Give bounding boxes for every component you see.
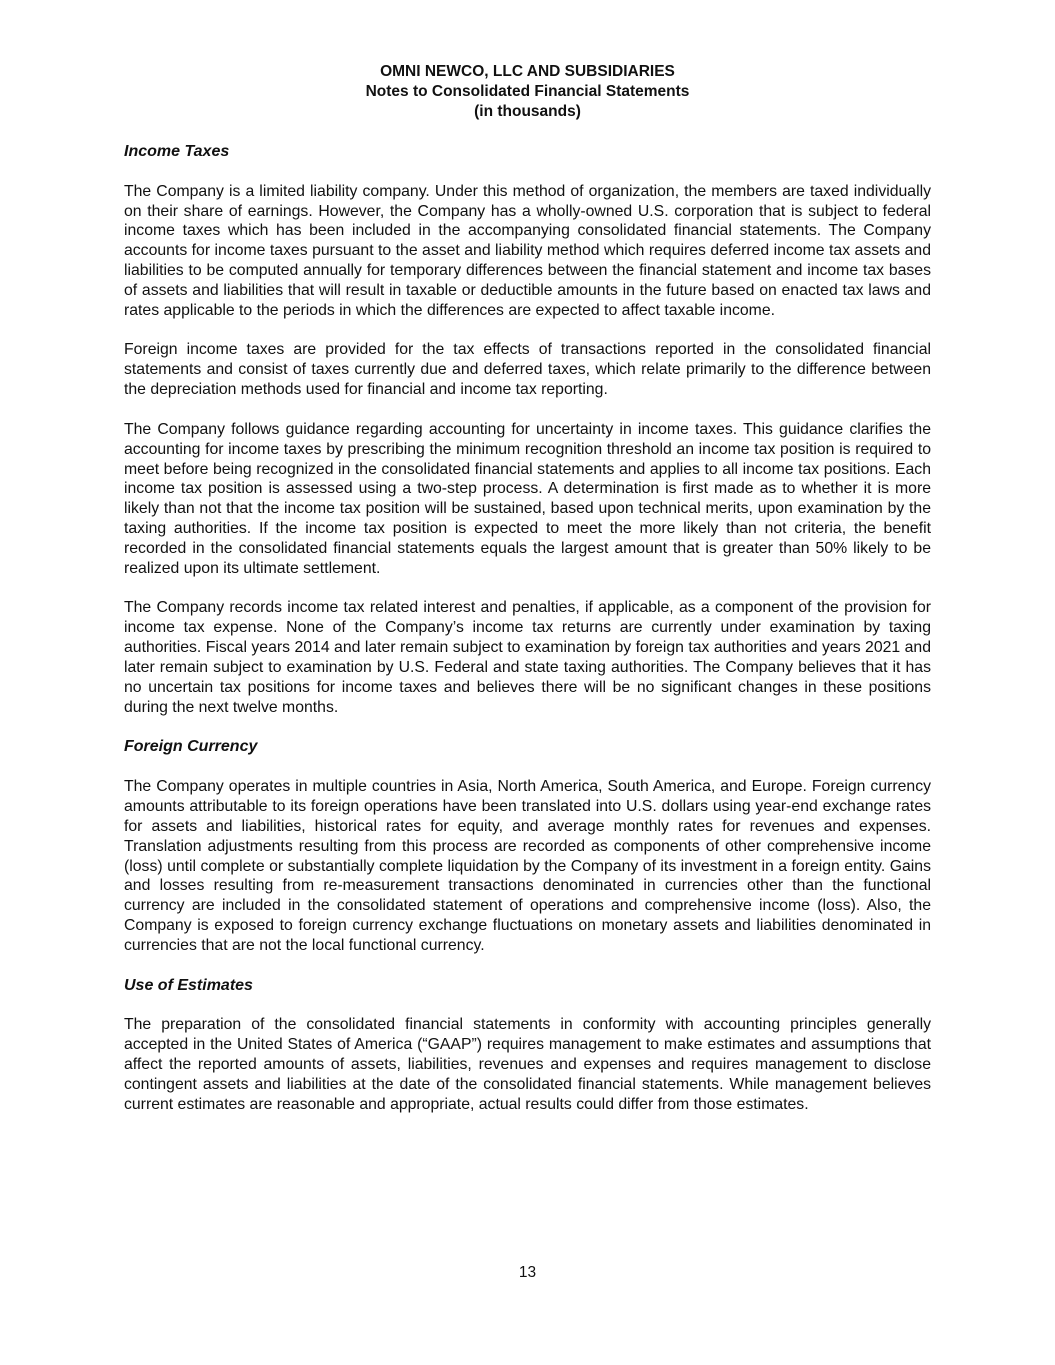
spacer [124, 956, 931, 976]
paragraph: The preparation of the consolidated financial statements in conformity with accounting principles generally accepted in the United States of America (“GAAP”) requires management to make estimates and assumptions that affect the reported amounts of assets, liabilities, revenues and expenses and requires management to disclose contingent assets and liabilities at the date of the consolidated financial statements. While management believes current estimates are reasonable and appropriate, actual results could differ from those estimates. [124, 1016, 931, 1113]
spacer [124, 717, 931, 737]
paragraph: The Company operates in multiple countries in Asia, North America, South America, and Europe. Foreign currency amounts attributable to its foreign operations have been translated into U.S. dollars using year-end exchange rates for assets and liabilities, historical rates for equity, and average monthly rates for revenues and expenses. Translation adjustments resulting from this process are recorded as components of other comprehensive income (loss) until complete or substantially complete liquidation by the Company of its investment in a foreign entity. Gains and losses resulting from re-measurement transactions denominated in currencies other than the functional currency are included in the consolidated statement of operations and comprehensive income (loss). Also, the Company is exposed to foreign currency exchange fluctuations on monetary assets and liabilities denominated in currencies that are not the local functional currency. [124, 778, 931, 954]
spacer [124, 321, 931, 341]
spacer [124, 996, 931, 1016]
document-header [124, 62, 931, 122]
document-page [124, 62, 931, 1115]
page-number: 13 [518, 1264, 537, 1281]
section-use-of-estimates [124, 976, 931, 1115]
section-heading: Use of Estimates [124, 976, 253, 994]
spacer [124, 400, 931, 420]
paragraph: The Company is a limited liability company. Under this method of organization, the members are taxed individually on their share of earnings. However, the Company has a wholly-owned U.S. corporation that is subject to federal income taxes which has been included in the accompanying consolidated financial statements. The Company accounts for income taxes pursuant to the asset and liability method which requires deferred income tax assets and liabilities to be computed annually for temporary differences between the financial statement and income tax bases of assets and liabilities that will result in taxable or deductible amounts in the future based on enacted tax laws and rates applicable to the periods in which the differences are expected to affect taxable income. [124, 182, 931, 319]
spacer [124, 122, 931, 142]
paragraph: The Company follows guidance regarding accounting for uncertainty in income taxes. This guidance clarifies the accounting for income taxes by prescribing the minimum recognition threshold an income tax position is required to meet before being recognized in the consolidated financial statements and applies to all income tax positions. Each income tax position is assessed using a two-step process. A determination is first made as to whether it is more likely than not that the income tax position will be sustained, based upon technical merits, upon examination by the taxing authorities. If the income tax position is expected to meet the more likely than not criteria, the benefit recorded in the consolidated financial statements equals the largest amount that is greater than 50% likely to be realized upon its ultimate settlement. [124, 420, 931, 577]
spacer [124, 162, 931, 182]
section-foreign-currency [124, 737, 931, 955]
spacer [124, 579, 931, 599]
section-income-taxes [124, 142, 931, 718]
paragraph: The Company records income tax related interest and penalties, if applicable, as a component of the provision for income tax expense. None of the Company’s income tax returns are currently under examination by taxing authorities. Fiscal years 2014 and later remain subject to examination by foreign tax authorities and years 2021 and later remain subject to examination by U.S. Federal and state taxing authorities. The Company believes that it has no uncertain tax positions for income taxes and believes there will be no significant changes in these positions during the next twelve months. [124, 599, 931, 716]
units-note: (in thousands) [474, 103, 581, 120]
document-title: Notes to Consolidated Financial Statements [365, 83, 690, 100]
spacer [124, 757, 931, 777]
company-name: OMNI NEWCO, LLC AND SUBSIDIARIES [380, 63, 675, 80]
paragraph: Foreign income taxes are provided for the tax effects of transactions reported in the consolidated financial statements and consist of taxes currently due and deferred taxes, which relate primarily to the difference between the depreciation methods used for financial and income tax reporting. [124, 341, 931, 399]
section-heading: Foreign Currency [124, 738, 258, 756]
section-heading: Income Taxes [124, 142, 230, 160]
